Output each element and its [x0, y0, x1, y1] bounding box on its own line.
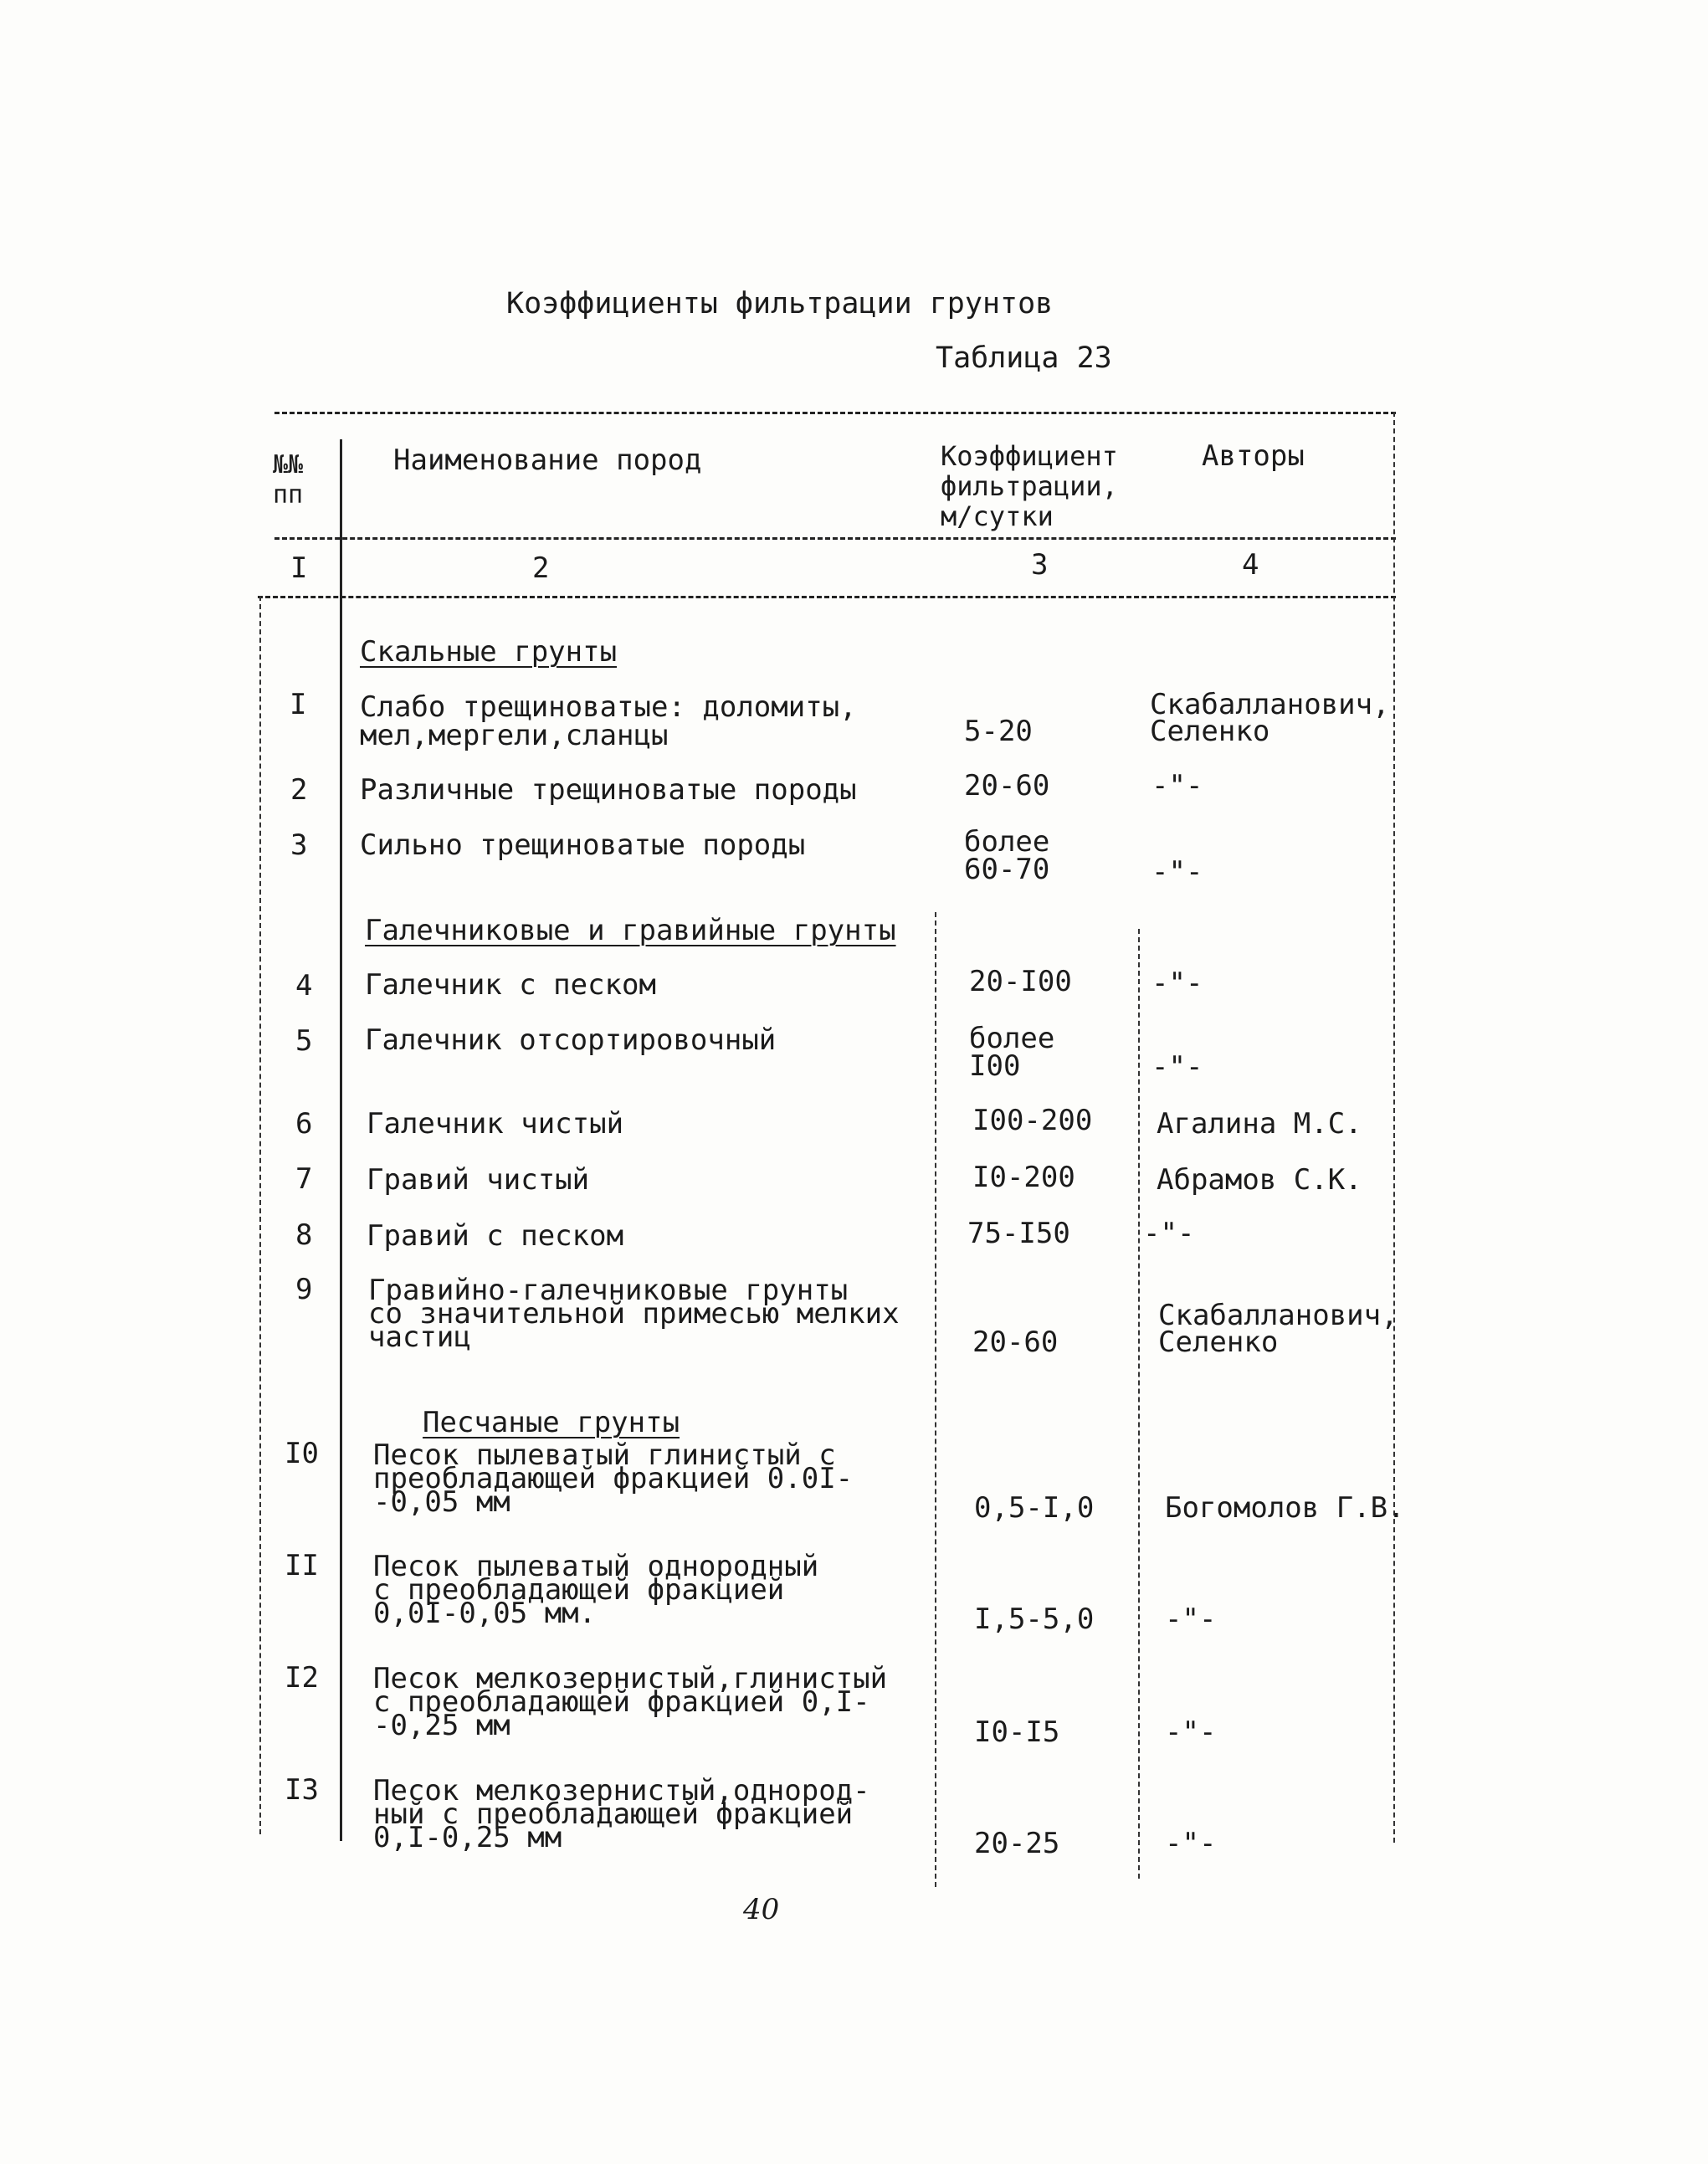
row-authors: Агалина М.С.: [1157, 1107, 1362, 1141]
row-authors: -"-: [1151, 1050, 1203, 1084]
section-heading: Галечниковые и гравийные грунты: [365, 914, 896, 947]
row-authors: Скабалланович, Селенко: [1158, 1299, 1398, 1359]
row-coef: 5-20: [964, 715, 1033, 748]
row-authors: -"-: [1165, 1715, 1217, 1749]
row-name: Гравийно-галечниковые грунты со значительной примесью мелких частиц: [368, 1274, 900, 1354]
row-name: Песок мелкозернистый,глинистый с преобладающей фракцией 0,I- -0,25 мм: [373, 1662, 888, 1742]
row-name: Галечник отсортировочный: [365, 1023, 777, 1057]
row-coef: I0-I5: [974, 1715, 1060, 1749]
row-name: Песок пылеватый глинистый с преобладающей фракцией 0.0I- -0,05 мм: [373, 1438, 854, 1519]
right-border: [1393, 412, 1395, 1843]
left-border: [259, 596, 261, 1834]
row-name: Различные трещиноватые породы: [360, 773, 857, 807]
row-authors: Скабалланович, Селенко: [1150, 688, 1390, 748]
section-heading: Скальные грунты: [360, 635, 618, 669]
row-name: Песок мелкозернистый,однород- ный с преобладающей фракцией 0,I-0,25 мм: [373, 1774, 870, 1854]
colnum-1: I: [290, 551, 308, 585]
row-name: Слабо трещиноватые: доломиты, мел,мергели,сланцы: [360, 690, 857, 752]
row-authors: -"-: [1165, 1602, 1217, 1636]
row-authors: Абрамов С.К.: [1157, 1163, 1362, 1197]
header-name: Наименование пород: [393, 444, 702, 477]
row-name: Сильно трещиноватые породы: [360, 828, 806, 862]
row-coef: более I00: [969, 1022, 1055, 1083]
row-authors: -"-: [1143, 1217, 1195, 1250]
row-number: 3: [290, 828, 308, 862]
row-coef: 20-25: [974, 1827, 1060, 1860]
row-coef: I0-200: [972, 1161, 1075, 1194]
row-authors: Богомолов Г.В.: [1165, 1491, 1405, 1525]
header-bottom-rule: [274, 537, 1396, 540]
row-coef: более 60-70: [964, 825, 1050, 886]
row-number: 4: [295, 969, 313, 1003]
row-number: 5: [295, 1024, 313, 1058]
table-caption: Коэффициенты фильтрации грунтов: [506, 287, 1054, 320]
row-authors: -"-: [1151, 967, 1203, 1000]
row-number: I3: [285, 1773, 319, 1807]
row-number: II: [285, 1549, 319, 1582]
column-divider-2: [935, 912, 936, 1887]
row-name: Гравий чистый: [367, 1163, 590, 1197]
row-number: 9: [295, 1273, 313, 1306]
header-num: №№ пп: [273, 450, 304, 510]
row-coef: I00-200: [972, 1104, 1093, 1137]
table-number: Таблица 23: [936, 341, 1112, 375]
row-number: 6: [295, 1107, 313, 1141]
colnum-4: 4: [1242, 548, 1259, 582]
row-number: 7: [295, 1162, 313, 1196]
row-number: I0: [285, 1437, 319, 1470]
row-coef: 20-I00: [969, 965, 1072, 998]
column-divider-1: [340, 439, 342, 1841]
row-authors: -"-: [1151, 769, 1203, 803]
colnum-2: 2: [532, 551, 550, 585]
colnum-bottom-rule: [258, 596, 1396, 598]
row-authors: -"-: [1151, 855, 1203, 889]
row-coef: 20-60: [972, 1326, 1059, 1359]
row-coef: 75-I50: [967, 1217, 1070, 1250]
row-number: I2: [285, 1661, 319, 1695]
row-authors: -"-: [1165, 1827, 1217, 1860]
row-number: 8: [295, 1218, 313, 1252]
page-number: 40: [743, 1893, 780, 1926]
header-coef: Коэффициент фильтрации, м/сутки: [941, 440, 1118, 532]
header-authors: Авторы: [1202, 439, 1305, 473]
colnum-3: 3: [1031, 548, 1049, 582]
row-name: Песок пылеватый однородный с преобладающей фракцией 0,0I-0,05 мм.: [373, 1550, 819, 1630]
row-coef: I,5-5,0: [974, 1602, 1095, 1636]
row-name: Гравий с песком: [367, 1219, 624, 1253]
row-number: 2: [290, 773, 308, 807]
row-coef: 0,5-I,0: [974, 1491, 1095, 1525]
row-name: Галечник с песком: [365, 968, 656, 1002]
row-name: Галечник чистый: [367, 1107, 624, 1141]
table-top-rule: [274, 412, 1396, 414]
row-number: I: [290, 688, 307, 721]
column-divider-3: [1138, 929, 1140, 1879]
row-coef: 20-60: [964, 769, 1050, 803]
section-heading: Песчаные грунты: [423, 1406, 680, 1439]
